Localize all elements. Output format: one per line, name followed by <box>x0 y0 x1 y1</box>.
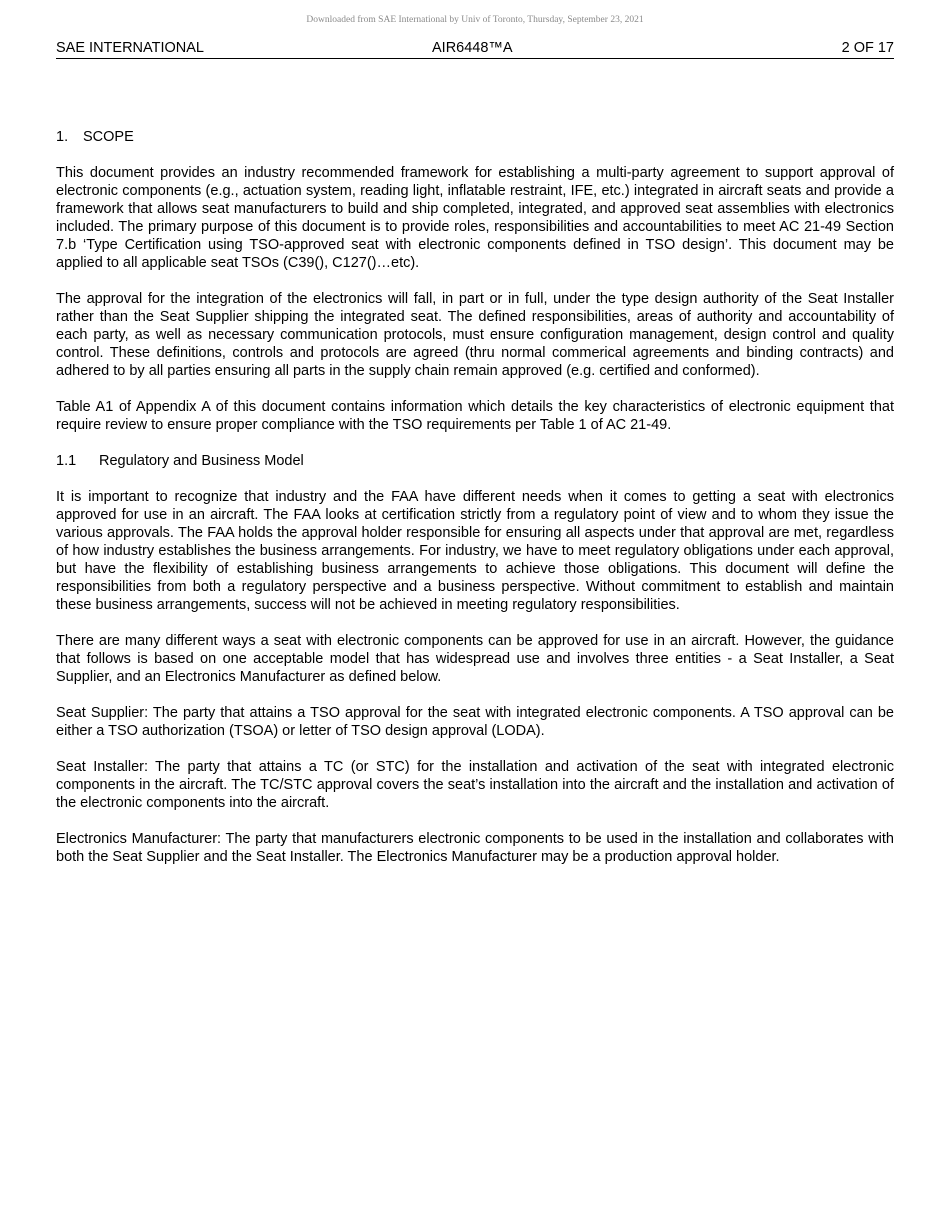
section-1-heading <box>56 128 894 146</box>
page-header <box>56 38 894 59</box>
model-paragraph-1: It is important to recognize that industry and the FAA have different needs when it comes to getting a seat with electronics approved for use in an aircraft. The FAA looks at certification strictly from a regulatory point of view and to whom they issue the various approvals. The FAA holds the approval holder responsible for ensuring all aspects under that approval are met, regardless of how industry establishes the business arrangements. For industry, we have to meet regulatory obligations under each approval, but have the flexibility of establishing business arrangements to achieve those obligations. This document will define the responsibilities from both a regulatory perspective and a business perspective. Without commitment to establish and maintain these business arrangements, success will not be achieved in meeting regulatory responsibilities. <box>56 489 894 613</box>
section-title: SCOPE <box>83 129 134 145</box>
header-org: SAE INTERNATIONAL <box>56 40 204 56</box>
scope-paragraph-2: The approval for the integration of the electronics will fall, in part or in full, under the type design authority of the Seat Installer rather than the Seat Supplier shipping the integrated seat. The defined responsibilities, areas of authority and accountability of each party, as well as necessary communication protocols, must ensure configuration management, design control and quality control. These definitions, controls and protocols are agreed (thru normal commerical agreements and binding contracts) and adhered to by all parties ensuring all parts in the supply chain remain approved (e.g. certified and conformed). <box>56 291 894 379</box>
definition-seat-installer: Seat Installer: The party that attains a TC (or STC) for the installation and activation of the seat with integrated electronic components in the aircraft. The TC/STC approval covers the seat’s installation into the aircraft and the installation and activation of the electronic components into the aircraft. <box>56 759 894 811</box>
header-doc-id: AIR6448™A <box>432 40 513 56</box>
scope-paragraph-3: Table A1 of Appendix A of this document contains information which details the key characteristics of electronic equipment that require review to ensure proper compliance with the TSO requirements per Table 1 of AC 21-49. <box>56 399 894 433</box>
download-watermark: Downloaded from SAE International by Univ of Toronto, Thursday, September 23, 2021 <box>306 15 644 25</box>
definition-seat-supplier: Seat Supplier: The party that attains a TSO approval for the seat with integrated electronic components. A TSO approval can be either a TSO authorization (TSOA) or letter of TSO design approval (LODA). <box>56 705 894 739</box>
model-paragraph-2: There are many different ways a seat with electronic components can be approved for use in an aircraft. However, the guidance that follows is based on one acceptable model that has widespread use and involves three entities - a Seat Installer, a Seat Supplier, and an Electronics Manufacturer as defined below. <box>56 633 894 685</box>
section-1-1-heading <box>56 452 894 470</box>
document-body <box>56 128 894 884</box>
section-title: Regulatory and Business Model <box>99 453 304 469</box>
header-page-number: 2 OF 17 <box>841 40 894 56</box>
scope-paragraph-1: This document provides an industry recommended framework for establishing a multi-party agreement to support approval of electronic components (e.g., actuation system, reading light, inflatable restraint, IFE, etc.) integrated in aircraft seats and provide a framework that allows seat manufacturers to build and ship completed, integrated, and approved seat assemblies with electronics included. The primary purpose of this document is to provide roles, responsibilities and accountabilities to meet AC 21-49 Section 7.b ‘Type Certification using TSO-approved seat with electronic components defined in TSO design’. This document may be applied to all applicable seat TSOs (C39(), C127()…etc). <box>56 165 894 271</box>
section-number: 1.1 <box>56 453 77 469</box>
definition-electronics-manufacturer: Electronics Manufacturer: The party that manufacturers electronic components to be used in the installation and collaborates with both the Seat Supplier and the Seat Installer. The Electronics Manufacturer may be a production approval holder. <box>56 831 894 865</box>
section-number: 1. <box>56 129 69 145</box>
